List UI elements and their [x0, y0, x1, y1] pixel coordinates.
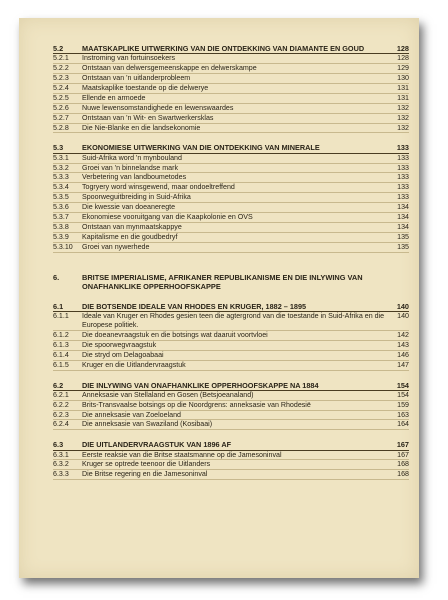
entry-title: Verbetering van landboumetodes	[82, 173, 187, 182]
toc-entry[interactable]	[53, 104, 409, 114]
entry-title: Ellende en armoede	[82, 93, 146, 102]
chapter-title: BRITSE IMPERIALISME, AFRIKANER REPUBLIKANISME EN DIE INLYWING VAN ONAFHANKLIKE OPPERHOOFSKAPPE	[82, 272, 363, 292]
entry-number: 5.2.3	[53, 74, 69, 83]
document-page	[19, 18, 419, 578]
entry-title: Kruger se optrede teenoor die Uitlanders	[82, 460, 211, 469]
page-number: 164	[397, 420, 409, 429]
entry-title: Spoorweguitbreiding in Suid-Afrika	[82, 193, 191, 202]
chapter-number: 6.	[53, 272, 60, 282]
entry-number: 5.2.8	[53, 123, 69, 132]
toc-entry[interactable]	[53, 154, 409, 164]
entry-title: Die doeanevraagstuk en die botsings wat daaruit voortvloei	[82, 330, 268, 339]
page-number: 168	[397, 460, 409, 469]
section-heading[interactable]	[53, 143, 409, 153]
toc-entry[interactable]	[53, 74, 409, 84]
toc-entry[interactable]	[53, 331, 409, 341]
entry-number: 5.2.6	[53, 103, 69, 112]
entry-title: Maatskaplike toestande op die delwerye	[82, 83, 209, 92]
sections-part-5	[53, 44, 409, 253]
entry-title: Anneksasie van Stellaland en Gosen (Betsjoeanaland)	[82, 390, 254, 399]
toc-entry[interactable]	[53, 460, 409, 470]
entry-title: Kruger en die Uitlandervraagstuk	[82, 360, 186, 369]
entry-title: Die Britse regering en die Jamesoninval	[82, 470, 208, 479]
section-title: MAATSKAPLIKE UITWERKING VAN DIE ONTDEKKING VAN DIAMANTE EN GOUD	[82, 44, 365, 53]
toc-entry[interactable]	[53, 223, 409, 233]
page-number: 142	[397, 330, 409, 339]
entry-title: Die anneksasie van Zoeloeland	[82, 410, 181, 419]
entry-number: 6.1.2	[53, 330, 69, 339]
page-number: 140	[396, 301, 409, 311]
page-number: 132	[397, 113, 409, 122]
page-number: 129	[397, 64, 409, 73]
toc-section-5-2	[53, 44, 409, 133]
entry-number: 6.1.4	[53, 350, 69, 359]
entry-number: 6.2.4	[53, 420, 69, 429]
entry-number: 5.3.1	[53, 153, 69, 162]
entry-number: 5.2.4	[53, 83, 69, 92]
page-number: 143	[397, 340, 409, 349]
page-number: 168	[397, 470, 409, 479]
entry-number: 5.3.6	[53, 203, 69, 212]
toc-section-6-3	[53, 440, 409, 480]
toc-entry[interactable]	[53, 173, 409, 183]
page-number: 134	[397, 223, 409, 231]
toc-entry[interactable]	[53, 341, 409, 351]
table-of-contents	[53, 44, 409, 490]
toc-entry[interactable]	[53, 114, 409, 124]
page-number: 140	[397, 312, 409, 321]
toc-entry[interactable]	[53, 164, 409, 174]
page-number: 130	[397, 74, 409, 83]
toc-section-5-3	[53, 143, 409, 252]
entry-number: 5.3.2	[53, 163, 69, 172]
page-number: 159	[397, 400, 409, 409]
page-number: 134	[397, 213, 409, 222]
toc-entry[interactable]	[53, 243, 409, 253]
entry-title: Ontstaan van mynmaatskappye	[82, 223, 182, 231]
chapter-6	[53, 273, 409, 481]
section-title: DIE UITLANDERVRAAGSTUK VAN 1896 AF	[82, 440, 232, 450]
page-number: 133	[397, 183, 409, 192]
toc-entry[interactable]	[53, 203, 409, 213]
toc-entry[interactable]	[53, 420, 409, 430]
entry-title: Ideale van Kruger en Rhodes gesien teen die agtergrond van die toestande in Suid-Afrika en die Europese politiek.	[82, 312, 385, 330]
page-number: 133	[396, 143, 409, 153]
toc-entry[interactable]	[53, 351, 409, 361]
page-number: 134	[397, 203, 409, 212]
page-number: 131	[397, 93, 409, 102]
entry-number: 5.2.7	[53, 113, 69, 122]
entry-number: 6.3.1	[53, 450, 69, 459]
entry-title: Die stryd om Delagoabaai	[82, 350, 164, 359]
entry-number: 6.2.1	[53, 390, 69, 399]
section-title: DIE BOTSENDE IDEALE VAN RHODES EN KRUGER, 1882 – 1895	[82, 301, 307, 311]
page-number: 131	[397, 83, 409, 92]
page-number: 133	[397, 173, 409, 182]
entry-title: Ontstaan van 'n Wit- en Swartwerkersklas	[82, 113, 214, 122]
entry-title: Suid-Afrika word 'n mynbouland	[82, 153, 182, 162]
section-heading[interactable]	[53, 44, 409, 54]
page-number: 135	[397, 232, 409, 241]
entry-title: Eerste reaksie van die Britse staatsmanne op die Jamesoninval	[82, 450, 282, 459]
toc-entry[interactable]	[53, 94, 409, 104]
entry-number: 5.2.2	[53, 64, 69, 73]
entry-title: Groei van nywerhede	[82, 242, 150, 251]
entry-number: 6.2.3	[53, 410, 69, 419]
toc-entry[interactable]	[53, 391, 409, 401]
section-heading[interactable]	[53, 440, 409, 450]
toc-entry[interactable]	[53, 233, 409, 243]
page-number: 154	[397, 390, 409, 399]
entry-number: 5.3.9	[53, 232, 69, 241]
entry-number: 6.1.5	[53, 360, 69, 369]
toc-entry[interactable]	[53, 183, 409, 193]
toc-entry[interactable]	[53, 64, 409, 74]
page-number: 167	[397, 450, 409, 459]
toc-entry[interactable]	[53, 84, 409, 94]
entry-title: Die kwessie van doeaneregte	[82, 203, 176, 212]
page-number: 132	[397, 103, 409, 112]
entry-title: Die Nie-Blanke en die landsekonomie	[82, 123, 201, 132]
toc-entry[interactable]	[53, 401, 409, 411]
entry-title: Brits-Transvaalse botsings op die Noordgrens: anneksasie van Rhodesië	[82, 400, 311, 409]
entry-number: 6.2.2	[53, 400, 69, 409]
chapter-heading	[53, 273, 409, 292]
entry-title: Kapitalisme en die goudbedryf	[82, 232, 178, 241]
page-number: 133	[397, 193, 409, 202]
entry-number: 6.3.2	[53, 460, 69, 469]
section-number: 5.2	[53, 44, 64, 53]
toc-entry[interactable]	[53, 213, 409, 223]
section-number: 6.1	[53, 301, 64, 311]
page-number: 167	[396, 440, 409, 450]
toc-entry[interactable]	[53, 312, 409, 331]
toc-section-6-1	[53, 302, 409, 371]
section-heading[interactable]	[53, 302, 409, 312]
page-number: 128	[396, 44, 409, 53]
section-title: DIE INLYWING VAN ONAFHANKLIKE OPPERHOOFSKAPPE NA 1884	[82, 380, 319, 390]
toc-entry[interactable]	[53, 124, 409, 134]
entry-number: 5.3.8	[53, 223, 69, 231]
entry-title: Nuwe lewensomstandighede en lewenswaardes	[82, 103, 234, 112]
entry-number: 5.3.3	[53, 173, 69, 182]
toc-entry[interactable]	[53, 451, 409, 461]
page-number: 163	[397, 410, 409, 419]
page-number: 147	[397, 360, 409, 369]
section-number: 6.3	[53, 440, 64, 450]
toc-entry[interactable]	[53, 470, 409, 480]
entry-title: Groei van 'n binnelandse mark	[82, 163, 178, 172]
entry-title: Die spoorwegvraagstuk	[82, 340, 157, 349]
page-number: 128	[397, 54, 409, 63]
entry-number: 5.2.5	[53, 93, 69, 102]
entry-title: Ekonomiese vooruitgang van die Kaapkolonie en OVS	[82, 213, 253, 222]
page-number: 133	[397, 163, 409, 172]
toc-section-6-2	[53, 381, 409, 431]
section-number: 6.2	[53, 380, 64, 390]
toc-entry[interactable]	[53, 411, 409, 421]
toc-entry[interactable]	[53, 54, 409, 64]
entry-number: 5.2.1	[53, 54, 69, 63]
toc-entry[interactable]	[53, 193, 409, 203]
entry-number: 5.3.4	[53, 183, 69, 192]
entry-number: 6.3.3	[53, 470, 69, 479]
entry-title: Togryery word winsgewend, maar ondoeltreffend	[82, 183, 235, 192]
page-number: 135	[397, 242, 409, 251]
entry-title: Ontstaan van 'n uitlanderprobleem	[82, 74, 191, 83]
entry-number: 5.3.5	[53, 193, 69, 202]
entry-title: Ontstaan van delwersgemeenskappe en delwerskampe	[82, 64, 257, 73]
entry-number: 5.3.7	[53, 213, 69, 222]
section-heading[interactable]	[53, 381, 409, 391]
section-title: EKONOMIESE UITWERKING VAN DIE ONTDEKKING VAN MINERALE	[82, 143, 320, 153]
sections-part-6	[53, 302, 409, 480]
page-number: 132	[397, 123, 409, 132]
entry-title: Instroming van fortuinsoekers	[82, 54, 176, 63]
toc-entry[interactable]	[53, 361, 409, 371]
entry-title: Die anneksasie van Swaziland (Kosibaai)	[82, 420, 213, 429]
entry-number: 6.1.1	[53, 312, 69, 321]
entry-number: 6.1.3	[53, 340, 69, 349]
section-number: 5.3	[53, 143, 64, 153]
page-number: 146	[397, 350, 409, 359]
entry-number: 5.3.10	[53, 242, 73, 251]
page-number: 133	[397, 153, 409, 162]
page-number: 154	[396, 380, 409, 390]
